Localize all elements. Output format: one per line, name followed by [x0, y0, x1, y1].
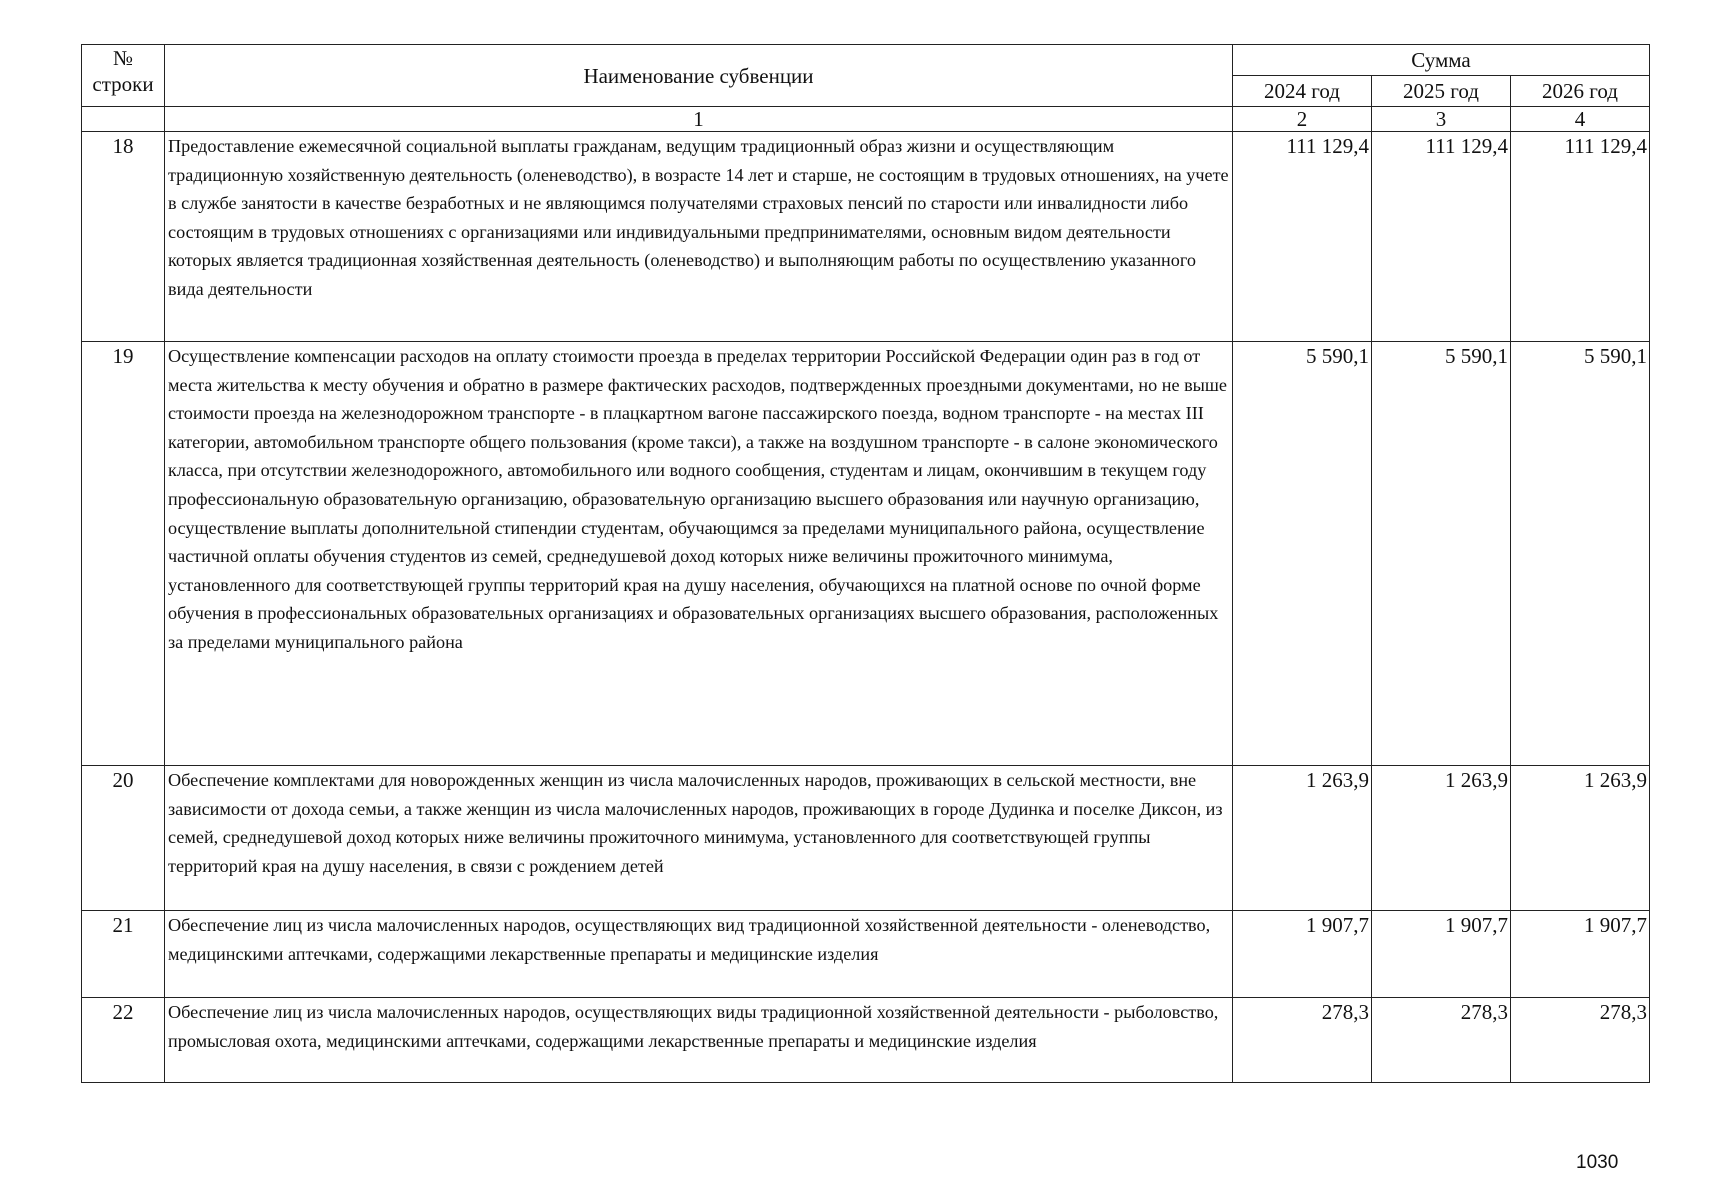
amount-2026: 5 590,1 [1511, 342, 1650, 766]
table-row [82, 998, 1650, 1083]
header-year-2026: 2026 год [1511, 76, 1650, 107]
column-number-1: 1 [165, 107, 1233, 132]
amount-2025: 278,3 [1372, 998, 1511, 1083]
row-number: 20 [82, 766, 165, 911]
amount-2026: 1 263,9 [1511, 766, 1650, 911]
row-number: 22 [82, 998, 165, 1083]
amount-2024: 5 590,1 [1233, 342, 1372, 766]
column-number-0 [82, 107, 165, 132]
table-row [82, 911, 1650, 998]
subsidy-name: Предоставление ежемесячной социальной выплаты гражданам, ведущим традиционный образ жизни и осуществляющим традиционную хозяйственную деятельность (оленеводство), в возрасте 14 лет и старше, не состоящим в трудовых отношениях, на учете в службе занятости в качестве безработных и не являющимся получателями страховых пенсий по старости или инвалидности либо состоящим в трудовых отношениях с организациями или индивидуальными предпринимателями, основным видом деятельности которых является традиционная хозяйственная деятельность (оленеводство) и выполняющим работы по осуществлению указанного вида деятельности [165, 132, 1233, 342]
amount-2025: 1 263,9 [1372, 766, 1511, 911]
subsidies-table [81, 44, 1650, 1083]
amount-2026: 1 907,7 [1511, 911, 1650, 998]
column-number-4: 4 [1511, 107, 1650, 132]
header-row-number-line2: строки [92, 72, 154, 96]
table-row [82, 766, 1650, 911]
amount-2024: 1 907,7 [1233, 911, 1372, 998]
row-number: 18 [82, 132, 165, 342]
subsidy-name: Осуществление компенсации расходов на оплату стоимости проезда в пределах территории Российской Федерации один раз в год от места жительства к месту обучения и обратно в размере фактических расходов, подтвержденных проездными документами, но не выше стоимости проезда на железнодорожном транспорте - в плацкартном вагоне пассажирского поезда, водном транспорте - на местах III категории, автомобильном транспорте общего пользования (кроме такси), а также на воздушном транспорте - в салоне экономического класса, при отсутствии железнодорожного, автомобильного или водного сообщения, студентам и лицам, окончившим в текущем году профессиональную образовательную организацию, образовательную организацию высшего образования или научную организацию, осуществление выплаты дополнительной стипендии студентам, обучающимся за пределами муниципального района, осуществление частичной оплаты обучения студентов из семей, среднедушевой доход которых ниже величины прожиточного минимума, установленного для соответствующей группы территорий края на душу населения, обучающихся на платной основе по очной форме обучения в профессиональных образовательных организациях и образовательных организациях высшего образования, расположенных за пределами муниципального района [165, 342, 1233, 766]
page-number: 1030 [1576, 1152, 1619, 1173]
header-subsidy-name: Наименование субвенции [165, 45, 1233, 107]
row-number: 19 [82, 342, 165, 766]
subsidy-name: Обеспечение лиц из числа малочисленных народов, осуществляющих виды традиционной хозяйственной деятельности - рыболовство, промысловая охота, медицинскими аптечками, содержащими лекарственные препараты и медицинские изделия [165, 998, 1233, 1083]
header-sum: Сумма [1233, 45, 1650, 76]
header-year-2024: 2024 год [1233, 76, 1372, 107]
row-number: 21 [82, 911, 165, 998]
amount-2024: 1 263,9 [1233, 766, 1372, 911]
column-number-row [82, 107, 1650, 132]
table-row [82, 132, 1650, 342]
header-row-number-line1: № [112, 46, 134, 70]
amount-2026: 111 129,4 [1511, 132, 1650, 342]
amount-2025: 1 907,7 [1372, 911, 1511, 998]
amount-2024: 111 129,4 [1233, 132, 1372, 342]
subsidy-name: Обеспечение комплектами для новорожденных женщин из числа малочисленных народов, проживающих в сельской местности, вне зависимости от дохода семьи, а также женщин из числа малочисленных народов, проживающих в городе Дудинка и поселке Диксон, из семей, среднедушевой доход которых ниже величины прожиточного минимума, установленного для соответствующей группы территорий края на душу населения, в связи с рождением детей [165, 766, 1233, 911]
column-number-2: 2 [1233, 107, 1372, 132]
subsidy-name: Обеспечение лиц из числа малочисленных народов, осуществляющих вид традиционной хозяйственной деятельности - оленеводство, медицинскими аптечками, содержащими лекарственные препараты и медицинские изделия [165, 911, 1233, 998]
amount-2026: 278,3 [1511, 998, 1650, 1083]
header-row-number [82, 45, 165, 107]
column-number-3: 3 [1372, 107, 1511, 132]
amount-2024: 278,3 [1233, 998, 1372, 1083]
amount-2025: 5 590,1 [1372, 342, 1511, 766]
amount-2025: 111 129,4 [1372, 132, 1511, 342]
table-row [82, 342, 1650, 766]
header-year-2025: 2025 год [1372, 76, 1511, 107]
